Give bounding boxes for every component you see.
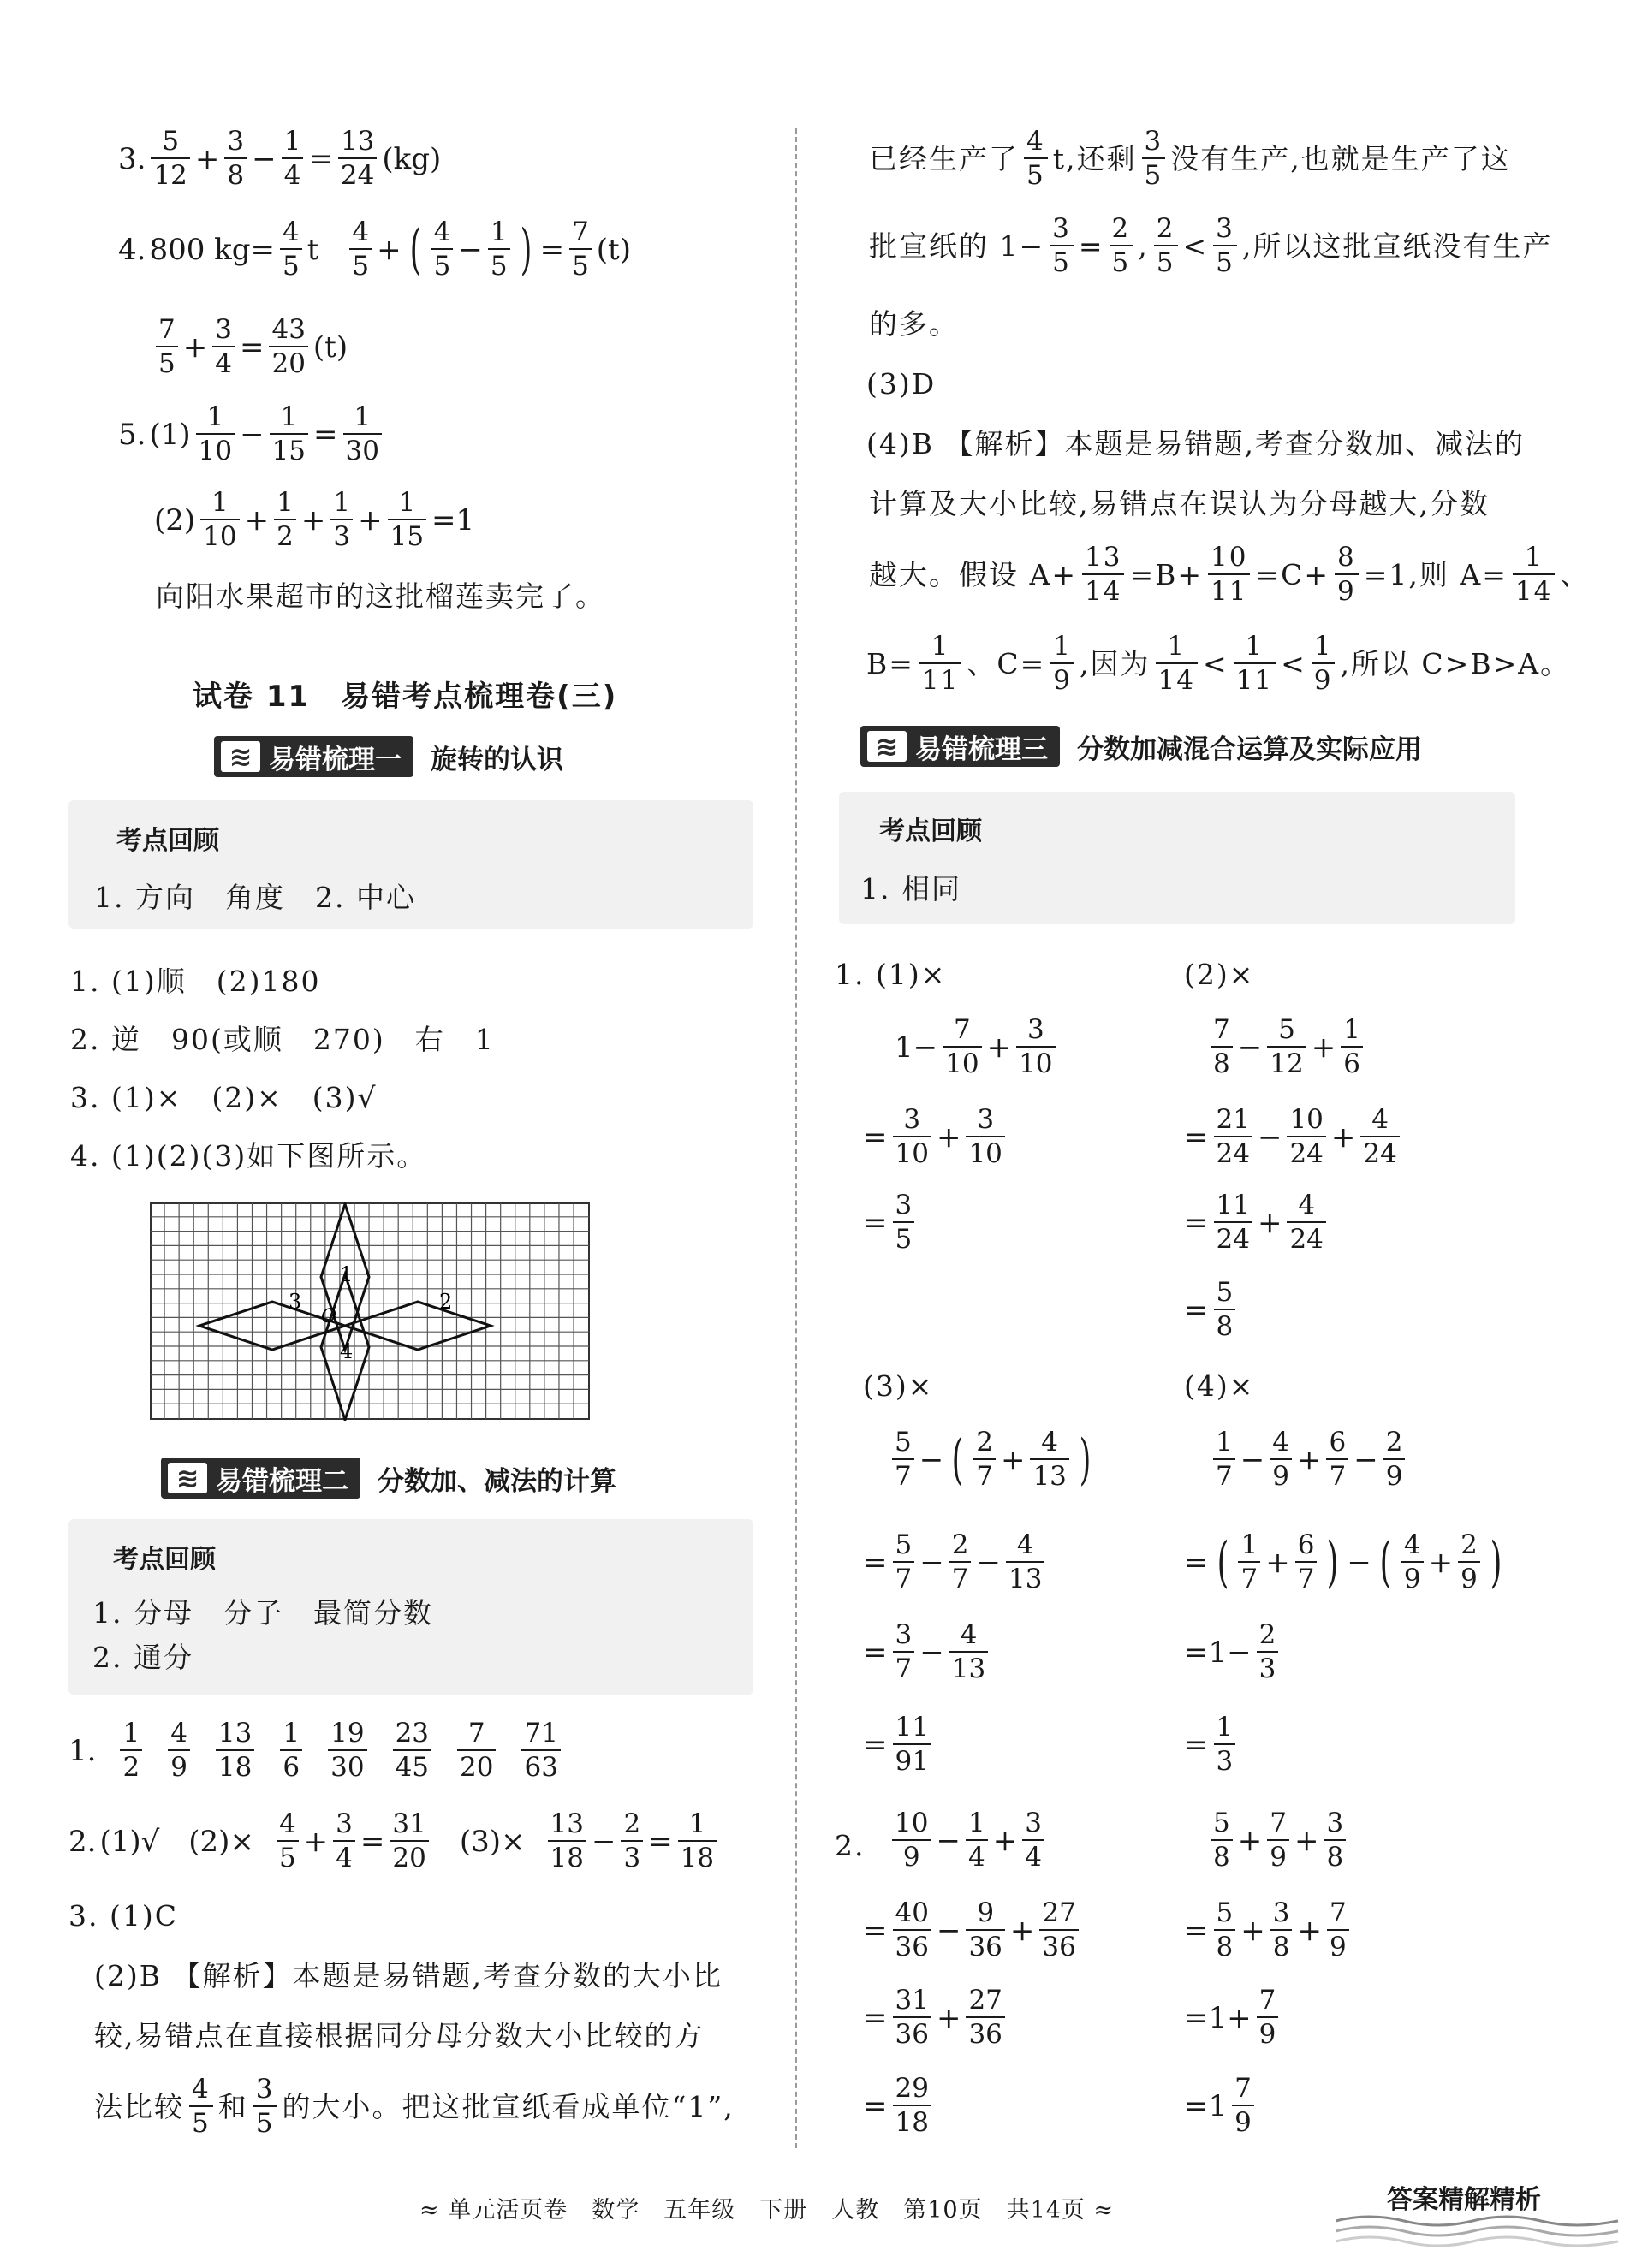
fraction: 1 6 — [280, 1720, 302, 1781]
column-divider — [795, 128, 797, 2148]
fraction: 11 24 — [1214, 1192, 1252, 1253]
question-number: 1. — [68, 1733, 97, 1768]
fraction: $\frac{1}{15}$ — [388, 490, 426, 550]
analysis-line: 越大。假设 A+ $\frac{13}{14}$ =B+ $\frac{10}{11}$ =C+ $\frac{8}{9}$ =1,则 A= $\frac{1}{14}$ 、 — [869, 542, 1591, 607]
fraction: 4 5 — [189, 2076, 213, 2137]
fraction: 7 9 — [1267, 1810, 1289, 1871]
fraction: 1 7 — [1213, 1429, 1235, 1490]
fraction: 7 5 — [156, 317, 178, 377]
fraction: 2 9 — [1458, 1532, 1480, 1593]
review-line: 1. 分母 分子 最简分数 — [92, 1596, 433, 1630]
calc-step: =1 7 9 — [1184, 2075, 1256, 2136]
fraction: 3 5 — [1142, 128, 1166, 189]
review-heading: 考点回顾 — [113, 1545, 216, 1575]
label-4: 4 — [340, 1339, 354, 1363]
calc-step: = 31 36 + 27 36 — [863, 1987, 1007, 2048]
calc-step: = 3 5 — [863, 1192, 916, 1253]
calc-label: (3)× — [863, 1369, 934, 1403]
fraction: 1 6 — [1341, 1017, 1363, 1078]
fraction: 4 13 — [949, 1622, 988, 1683]
analysis-line: 批宣纸的 1− $\frac{3}{5}$ = $\frac{2}{5}$ , 2 5 < 3 5 ,所以这批宣纸没有生产 — [869, 213, 1553, 278]
label-o: O — [321, 1306, 337, 1327]
fraction: 7 8 — [1211, 1017, 1233, 1078]
fraction: 5 12 — [1267, 1017, 1306, 1078]
fraction: 3 8 — [1270, 1900, 1293, 1961]
fraction: 11 91 — [893, 1714, 931, 1775]
fraction: 29 18 — [893, 2075, 931, 2136]
calc-step: 1 7 − 4 9 + 6 7 − 2 9 — [1211, 1429, 1407, 1490]
fraction: 10 24 — [1287, 1107, 1325, 1167]
answer-5-part1: 5. (1) 1 10 − 1 15 = 1 30 — [118, 404, 384, 465]
review-line: 1. 方向 角度 2. 中心 — [94, 881, 416, 914]
fraction: 1 3 — [1214, 1714, 1236, 1775]
wave-icon: ≈ — [1093, 2197, 1115, 2223]
analysis-line: 法比较 4 5 和 3 5 的大小。把这批宣纸看成单位“1”, — [94, 2074, 735, 2139]
fraction: 1 5 — [488, 219, 510, 280]
analysis-line: 计算及大小比较,易错点在误认为分母越大,分数 — [869, 487, 1490, 520]
calc-step: 1− $\frac{7}{10}$ + 3 10 — [895, 1017, 1057, 1078]
calc-step: = 1 3 — [1184, 1714, 1237, 1775]
calc-step: 5 7 − ( 2 7 + 4 13 ) — [890, 1429, 1096, 1490]
section-banner-2: ≋ 易错梳理二 分数加、减法的计算 — [161, 1458, 616, 1499]
analysis-line: B= $\frac{1}{11}$ 、C= $\frac{1}{9}$ ,因为 1 14 < 1 11 < 1 9 ,所以 C>B>A。 — [866, 631, 1571, 696]
fraction: 5 8 — [1214, 1279, 1236, 1340]
fraction: 7 9 — [1327, 1900, 1349, 1961]
calc-step: =1+ $\frac{7}{9}$ — [1184, 1987, 1280, 2048]
fraction: $\frac{13}{14}$ — [1082, 544, 1124, 605]
answer-5-part2: (2) 1 10 + 1 2 + 1 3 + $\frac{1}{15}$ =1 — [154, 487, 475, 552]
fraction: 3 10 — [1016, 1017, 1055, 1078]
fraction: 4 5 — [431, 219, 454, 280]
calc-step: = ( 1 7 + 6 7 ) − ( 4 9 + 2 9 ) — [1184, 1529, 1502, 1594]
label-1: 1 — [340, 1262, 354, 1286]
review-heading: 考点回顾 — [879, 816, 982, 846]
fraction: 7 9 — [1232, 2075, 1254, 2136]
answer-line: 1. (1)顺 (2)180 — [70, 965, 321, 998]
fraction: 3 5 — [1213, 216, 1237, 276]
fraction: 1 2 — [120, 1720, 142, 1781]
fraction: $\frac{3}{5}$ — [1050, 216, 1074, 276]
wave-icon: ≋ — [867, 731, 907, 762]
fraction: 3 5 — [253, 2076, 277, 2137]
fraction: 2 7 — [973, 1429, 996, 1490]
fraction: 4 9 — [1270, 1429, 1292, 1490]
fraction: 3 8 — [1324, 1810, 1346, 1871]
question-number: 4. — [118, 232, 146, 267]
fraction: 1 2 — [274, 490, 296, 550]
footer-wave-decoration — [1336, 2212, 1627, 2247]
fraction: 1 4 — [966, 1810, 988, 1871]
answer-line: 3. (1)C — [68, 1899, 178, 1933]
label-2: 2 — [439, 1290, 453, 1314]
page-footer — [0, 2174, 1642, 2268]
fraction: $\frac{13}{18}$ — [548, 1811, 586, 1872]
fraction: $\frac{1}{9}$ — [1050, 633, 1074, 694]
fraction: 21 24 — [1214, 1107, 1252, 1167]
fraction: 2 3 — [621, 1811, 643, 1872]
question-number: 2. — [68, 1824, 97, 1859]
fraction: 9 36 — [966, 1900, 1004, 1961]
fraction: 3 10 — [893, 1107, 931, 1167]
answer-line: 3. (1)× (2)× (3)√ — [70, 1081, 378, 1114]
calc-label: (4)× — [1184, 1369, 1255, 1403]
calc-step: =1− $\frac{2}{3}$ — [1184, 1622, 1280, 1683]
label-3: 3 — [289, 1290, 302, 1314]
fraction: 5 12 — [151, 128, 189, 189]
fraction: $\frac{8}{9}$ — [1335, 544, 1359, 605]
review-heading: 考点回顾 — [116, 826, 219, 856]
fraction: 1 4 — [282, 128, 304, 189]
fraction: 1 10 — [200, 490, 239, 550]
fraction: 1 18 — [678, 1811, 717, 1872]
wave-icon: ≋ — [221, 741, 260, 772]
fraction: 4 24 — [1287, 1192, 1325, 1253]
analysis-line: 已经生产了 4 5 t,还剩 3 5 没有生产,也就是生产了这 — [869, 126, 1511, 191]
calc-step: = 11 24 + 4 24 — [1184, 1192, 1328, 1253]
fraction: 1 30 — [343, 404, 382, 465]
fraction: $\frac{1}{14}$ — [1513, 544, 1555, 605]
fraction: 40 36 — [893, 1900, 931, 1961]
question-number: 5. — [118, 417, 146, 452]
fraction: 1 14 — [1156, 633, 1198, 694]
fraction: 1 15 — [270, 404, 308, 465]
fraction: $\frac{10}{11}$ — [1208, 544, 1250, 605]
fraction: 4 9 — [1401, 1532, 1424, 1593]
answer-judgement: 2. (1)√ (2)× $\frac{4}{5}$ + 3 4 = 31 20 (3)× $\frac{13}{18}$ − 2 3 = 1 18 — [68, 1811, 718, 1872]
answer-line: (3)D — [866, 367, 937, 401]
fraction: 6 7 — [1295, 1532, 1318, 1593]
review-line: 2. 通分 — [92, 1641, 193, 1674]
fraction: 7 5 — [569, 219, 592, 280]
calc-step: = 5 8 — [1184, 1279, 1237, 1340]
fraction: 2 9 — [1383, 1429, 1406, 1490]
fraction: 7 20 — [457, 1720, 496, 1781]
answer-line: 2. 逆 90(或顺 270) 右 1 — [70, 1023, 495, 1056]
fraction: 3 10 — [966, 1107, 1004, 1167]
fraction: 19 30 — [328, 1720, 366, 1781]
calc-step: = 21 24 − 10 24 + 4 24 — [1184, 1107, 1401, 1167]
fraction: 3 7 — [893, 1622, 915, 1683]
calc-step: = 11 91 — [863, 1714, 933, 1775]
answer-3-kg: 3. 5 12 + 3 8 − 1 4 = 13 24 (kg) — [118, 126, 442, 191]
calc-step: = 3 7 − 4 13 — [863, 1622, 990, 1683]
calc-label: 1. (1)× — [835, 958, 947, 991]
fraction: 4 5 — [1024, 128, 1048, 189]
fraction: $\frac{7}{9}$ — [1257, 1987, 1279, 2048]
fraction: 3 4 — [1022, 1810, 1044, 1871]
calc-step: 10 9 − 1 4 + 3 4 — [890, 1810, 1046, 1871]
calc-step: = 29 18 — [863, 2075, 933, 2136]
answer-4-sum: 7 5 + 3 4 = 43 20 (t) — [154, 317, 348, 377]
rotation-grid-figure — [150, 1202, 591, 1421]
calc-step: = 40 36 − 9 36 + 27 36 — [863, 1900, 1080, 1961]
fraction: 43 20 — [269, 317, 307, 377]
fraction: 5 7 — [893, 1532, 915, 1593]
wave-icon: ≈ — [419, 2197, 440, 2223]
fraction: 4 5 — [349, 219, 372, 280]
fraction: $\frac{2}{5}$ — [1110, 216, 1133, 276]
analysis-line: 较,易错点在直接根据同分母分数大小比较的方 — [94, 2019, 705, 2052]
fraction: $\frac{7}{10}$ — [943, 1017, 981, 1078]
fraction: 5 8 — [1211, 1810, 1233, 1871]
fraction: 4 13 — [1030, 1429, 1068, 1490]
footer-info: ≈ 单元活页卷 数学 五年级 下册 人教 第10页 共14页 ≈ — [419, 2197, 1115, 2223]
calc-step: = 3 10 + 3 10 — [863, 1107, 1007, 1167]
fraction: 4 9 — [168, 1720, 190, 1781]
fraction: 31 36 — [893, 1987, 931, 2048]
fraction: 3 5 — [893, 1192, 915, 1253]
section-banner-3: ≋ 易错梳理三 分数加减混合运算及实际应用 — [860, 726, 1422, 767]
fraction: 4 13 — [1006, 1532, 1044, 1593]
answer-4-tons: 4. 800 kg= $\frac{4}{5}$ t 4 5 + ( 4 5 − 1 5 ) = 7 5 (t) — [118, 217, 631, 282]
fraction: $\frac{1}{11}$ — [919, 633, 961, 694]
footer-brand: 答案精解精析 — [1387, 2185, 1541, 2215]
fraction: 31 20 — [390, 1811, 428, 1872]
fraction: 1 10 — [196, 404, 235, 465]
fraction: 1 3 — [330, 490, 353, 550]
fraction: 10 9 — [892, 1810, 931, 1871]
fraction: 3 4 — [333, 1811, 355, 1872]
analysis-line: (4)B 【解析】本题是易错题,考查分数加、减法的 — [866, 427, 1525, 460]
fraction: 1 9 — [1312, 633, 1336, 694]
fraction: 13 24 — [338, 128, 377, 189]
calc-label: (2)× — [1184, 958, 1255, 991]
fraction: $\frac{4}{5}$ — [280, 219, 302, 280]
calc-label: 2. — [835, 1829, 866, 1862]
section-banner-1: ≋ 易错梳理一 旋转的认识 — [214, 736, 563, 777]
fraction: 13 18 — [216, 1720, 254, 1781]
question-number: 3. — [118, 141, 146, 176]
answer-line: 4. (1)(2)(3)如下图所示。 — [70, 1139, 427, 1173]
fraction: 3 4 — [212, 317, 235, 377]
fraction: 5 7 — [892, 1429, 914, 1490]
fraction: 2 7 — [949, 1532, 972, 1593]
calc-step: = 5 8 + 3 8 + 7 9 — [1184, 1900, 1351, 1961]
answer-simplest-fractions — [68, 1720, 562, 1781]
analysis-line: 的多。 — [869, 307, 959, 341]
fraction: 27 36 — [966, 1987, 1004, 2048]
calc-step: 5 8 + 7 9 + 3 8 — [1209, 1810, 1348, 1871]
fraction: 1 11 — [1234, 633, 1276, 694]
fraction: 6 7 — [1326, 1429, 1348, 1490]
fraction: 71 63 — [521, 1720, 560, 1781]
fraction: 3 8 — [224, 128, 247, 189]
answer-5-conclusion: 向阳水果超市的这批榴莲卖完了。 — [156, 579, 605, 613]
question-number: 3. — [68, 1899, 99, 1933]
fraction: 5 8 — [1214, 1900, 1236, 1961]
fraction: 27 36 — [1039, 1900, 1078, 1961]
calc-step: = 5 7 − 2 7 − 4 13 — [863, 1532, 1046, 1593]
paper-title: 试卷 11 易错考点梳理卷(三) — [193, 680, 618, 714]
fraction: $\frac{4}{5}$ — [277, 1811, 299, 1872]
fraction: $\frac{2}{3}$ — [1257, 1622, 1279, 1683]
fraction: 1 7 — [1238, 1532, 1260, 1593]
review-line: 1. 相同 — [860, 872, 961, 905]
calc-step: 7 8 − 5 12 + 1 6 — [1209, 1017, 1365, 1078]
wave-icon: ≋ — [168, 1463, 207, 1493]
fraction: 23 45 — [393, 1720, 431, 1781]
fraction: 4 24 — [1360, 1107, 1399, 1167]
fraction: 2 5 — [1154, 216, 1178, 276]
analysis-line: (2)B 【解析】本题是易错题,考查分数的大小比 — [94, 1959, 723, 1992]
